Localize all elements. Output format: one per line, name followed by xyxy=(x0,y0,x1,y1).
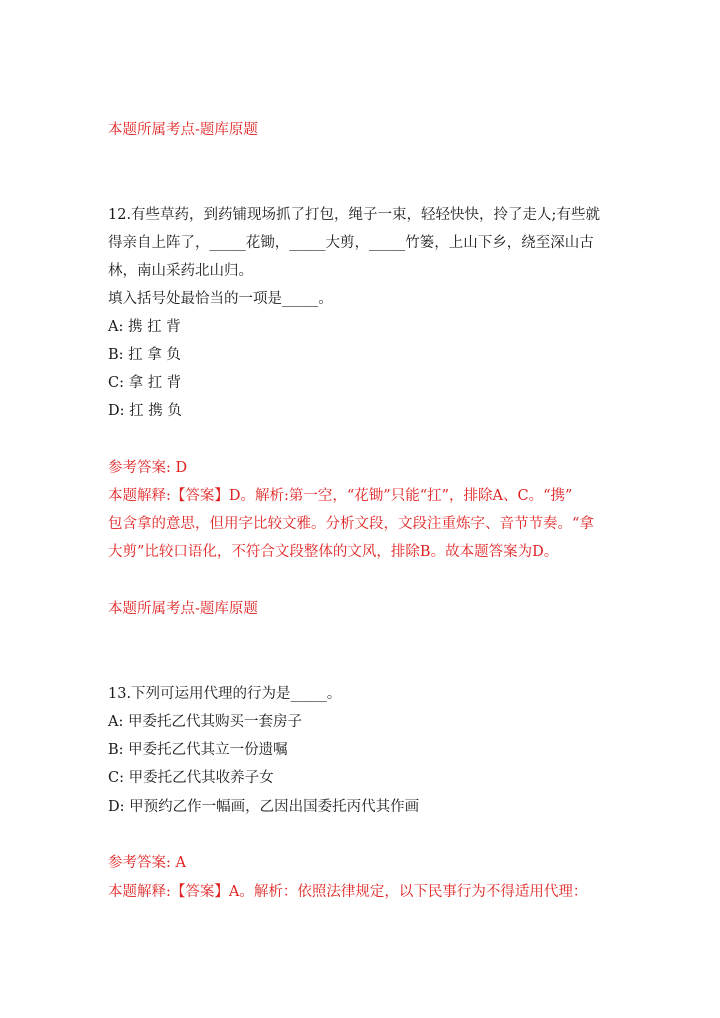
q12-option-d: D: 扛 携 负 xyxy=(108,403,182,419)
q12-option-c: C: 拿 扛 背 xyxy=(108,375,182,391)
q12-prompt: 填入括号处最恰当的一项是_____。 xyxy=(108,291,333,307)
q13-option-b: B: 甲委托乙代其立一份遗嘱 xyxy=(108,742,288,758)
q12-answer: 参考答案: D xyxy=(108,460,188,476)
q13-stem: 13.下列可运用代理的行为是_____。 xyxy=(108,686,342,702)
q13-option-d: D: 甲预约乙作一幅画，乙因出国委托丙代其作画 xyxy=(108,799,420,815)
source-tag-top: 本题所属考点-题库原题 xyxy=(108,122,258,138)
q12-source-tag: 本题所属考点-题库原题 xyxy=(108,601,258,617)
q13-option-c: C: 甲委托乙代其收养子女 xyxy=(108,770,274,786)
q12-option-b: B: 扛 拿 负 xyxy=(108,347,181,363)
q12-stem-line-3: 林，南山采药北山归。 xyxy=(108,263,253,279)
q13-explanation-line-1: 本题解释:【答案】A。解析：依照法律规定，以下民事行为不得适用代理： xyxy=(108,884,588,900)
q12-explanation-line-2: 包含拿的意思，但用字比较文雅。分析文段，文段注重炼字、音节节奏。“拿 xyxy=(108,516,594,532)
q13-option-a: A: 甲委托乙代其购买一套房子 xyxy=(108,714,302,730)
q12-stem-line-1: 12.有些草药，到药铺现场抓了打包，绳子一束，轻轻快快，拎了走人;有些就 xyxy=(108,207,600,223)
q12-explanation-line-1: 本题解释:【答案】D。解析:第一空，“花锄”只能“扛”，排除A、C。“携” xyxy=(108,488,573,504)
q13-answer: 参考答案: A xyxy=(108,855,186,871)
q12-option-a: A: 携 扛 背 xyxy=(108,319,181,335)
q12-explanation-line-3: 大剪”比较口语化，不符合文段整体的文风，排除B。故本题答案为D。 xyxy=(108,544,559,560)
q12-stem-line-2: 得亲自上阵了，_____花锄，_____大剪，_____竹篓，上山下乡，绕至深山古 xyxy=(108,235,594,251)
